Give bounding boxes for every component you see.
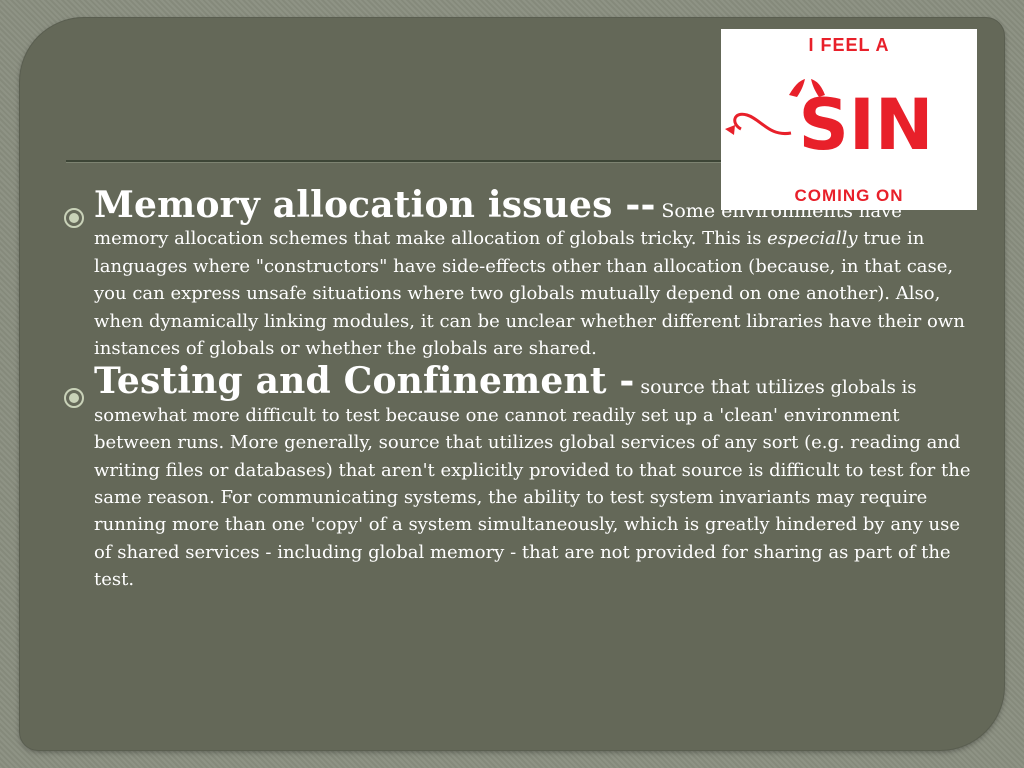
bullet-text: have memory allocation schemes that make allocation of globals tricky. This is (94, 201, 902, 250)
bullet-lead: source that utilizes (640, 376, 825, 399)
bullet-text: globals is somewhat more difficult to test because one cannot readily set up a 'clean' environment between runs. More generally, source that utilizes global services of any sort (e.g. reading and writing files or databases) that aren't explicitly provided to that source is difficult to test for the same reason. For communicating systems, the ability to test system invariants may require running more than one 'copy' of a system simultaneously, which is greatly hindered by any use of shared services - including global memory - that are not provided for sharing as part of the test. (94, 377, 971, 591)
sin-logo-image (721, 29, 977, 210)
circled-dot-icon (62, 206, 86, 230)
circled-dot-icon (62, 386, 86, 410)
bullet-heading: Testing and Confinement - (94, 360, 635, 403)
divider-line (66, 160, 726, 163)
bullet-item (62, 184, 974, 362)
svg-text:SIN: SIN (798, 84, 934, 166)
bullet-item (62, 360, 974, 593)
svg-text:COMING ON: COMING ON (794, 186, 904, 205)
bullet-heading: Memory allocation issues -- (94, 184, 656, 226)
slide-body (62, 184, 974, 602)
bullet-emphasis: especially (767, 228, 858, 250)
bullet-lead: Some environments (661, 200, 854, 222)
bullet-paragraph (94, 360, 974, 593)
bullet-paragraph (94, 184, 974, 362)
svg-text:I FEEL A: I FEEL A (808, 35, 890, 55)
bullet-text-cont: true in languages where "constructors" have side-effects other than allocation (because, in that case, you can express unsafe situations where two globals mutually depend on one another). Also, when dynamically linking modules, it can be unclear whether different libraries have their own instances of globals or whether the globals are shared. (94, 228, 965, 360)
